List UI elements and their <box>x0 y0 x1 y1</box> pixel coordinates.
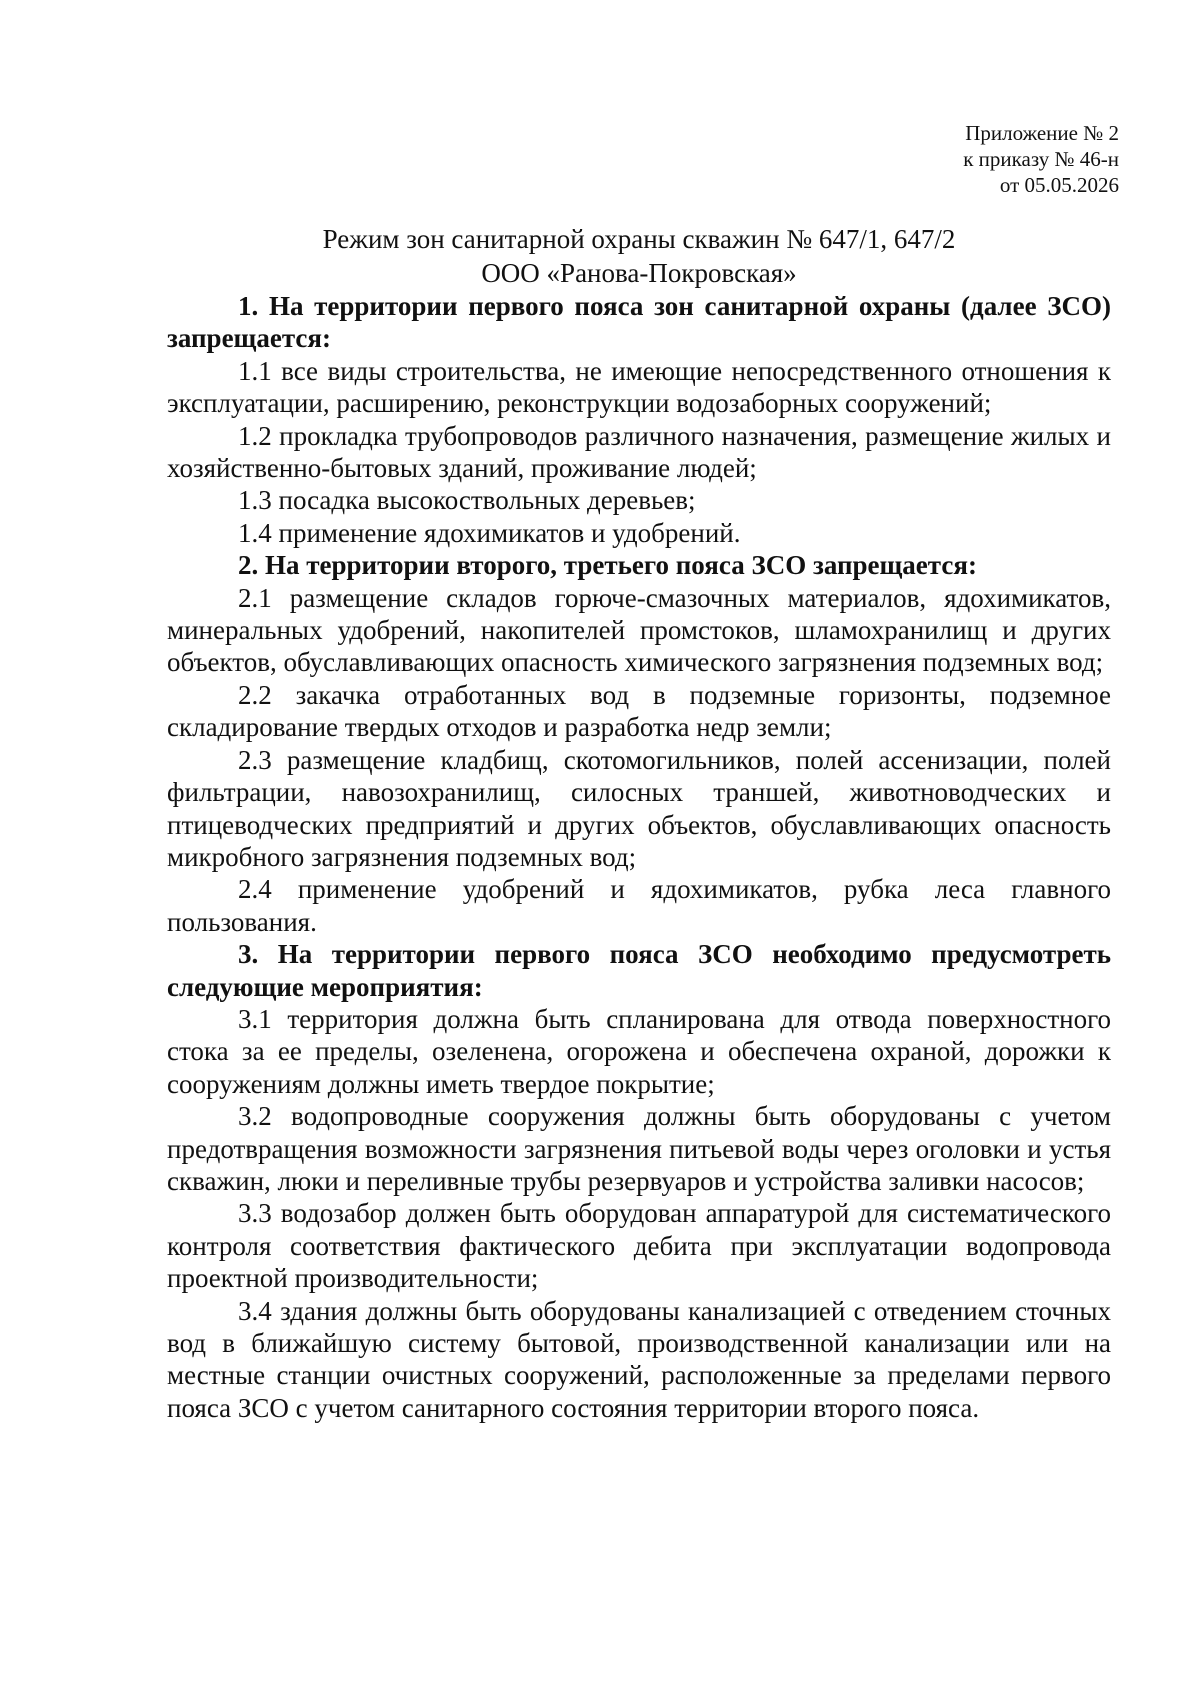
item-3-4: 3.4 здания должны быть оборудованы канализацией с отведением сточных вод в ближайшую систему бытовой, производственной канализации или на местные станции очистных сооружений, расположенные за пределами первого пояса ЗСО с учетом санитарного состояния территории второго пояса. <box>167 1295 1111 1423</box>
appendix-number: Приложение № 2 <box>965 121 1119 145</box>
item-3-3: 3.3 водозабор должен быть оборудован аппаратурой для систематического контроля соответствия фактического дебита при эксплуатации водопровода проектной производительности; <box>167 1198 1111 1294</box>
item-1-2: 1.2 прокладка трубопроводов различного назначения, размещение жилых и хозяйственно-бытовых зданий, проживание людей; <box>167 420 1111 484</box>
item-1-3: 1.3 посадка высокоствольных деревьев; <box>238 485 696 516</box>
order-number: к приказу № 46-н <box>963 147 1119 171</box>
item-2-3: 2.3 размещение кладбищ, скотомогильников, полей ассенизации, полей фильтрации, навозохранилищ, силосных траншей, животноводческих и птицеводческих предприятий и других объектов, обуславливающих опасность микробного загрязнения подземных вод; <box>167 744 1111 872</box>
section-1-heading: 1. На территории первого пояса зон санитарной охраны (далее ЗСО) запрещается: <box>167 291 1111 354</box>
section-2-heading: 2. На территории второго, третьего пояса ЗСО запрещается: <box>238 550 977 581</box>
item-2-1: 2.1 размещение складов горюче-смазочных материалов, ядохимикатов, минеральных удобрений, накопителей промстоков, шламохранилищ и других объектов, обуславливающих опасность химического загрязнения подземных вод; <box>167 582 1111 678</box>
item-2-4: 2.4 применение удобрений и ядохимикатов, рубка леса главного пользования. <box>167 874 1111 937</box>
order-date: от 05.05.2026 <box>999 173 1119 197</box>
item-3-1: 3.1 территория должна быть спланирована для отвода поверхностного стока за ее пределы, озеленена, огорожена и обеспечена охраной, дорожки к сооружениям должны иметь твердое покрытие; <box>167 1003 1111 1099</box>
item-3-2: 3.2 водопроводные сооружения должны быть оборудованы с учетом предотвращения возможности загрязнения питьевой воды через оголовки и устья скважин, люки и переливные трубы резервуаров и устройства заливки насосов; <box>167 1101 1111 1196</box>
appendix-reference <box>963 120 1119 198</box>
organization-name: ООО «Ранова-Покровская» <box>481 258 797 288</box>
item-2-2: 2.2 закачка отработанных вод в подземные горизонты, подземное складирование твердых отходов и разработка недр земли; <box>167 679 1111 743</box>
document-title: Режим зон санитарной охраны скважин № 647/1, 647/2 <box>322 224 956 254</box>
document-body <box>167 290 1111 1424</box>
item-1-4: 1.4 применение ядохимикатов и удобрений. <box>238 517 741 548</box>
section-3-heading: 3. На территории первого пояса ЗСО необходимо предусмотреть следующие мероприятия: <box>167 939 1111 1002</box>
item-1-1: 1.1 все виды строительства, не имеющие непосредственного отношения к эксплуатации, расширению, реконструкции водозаборных сооружений; <box>167 355 1111 419</box>
